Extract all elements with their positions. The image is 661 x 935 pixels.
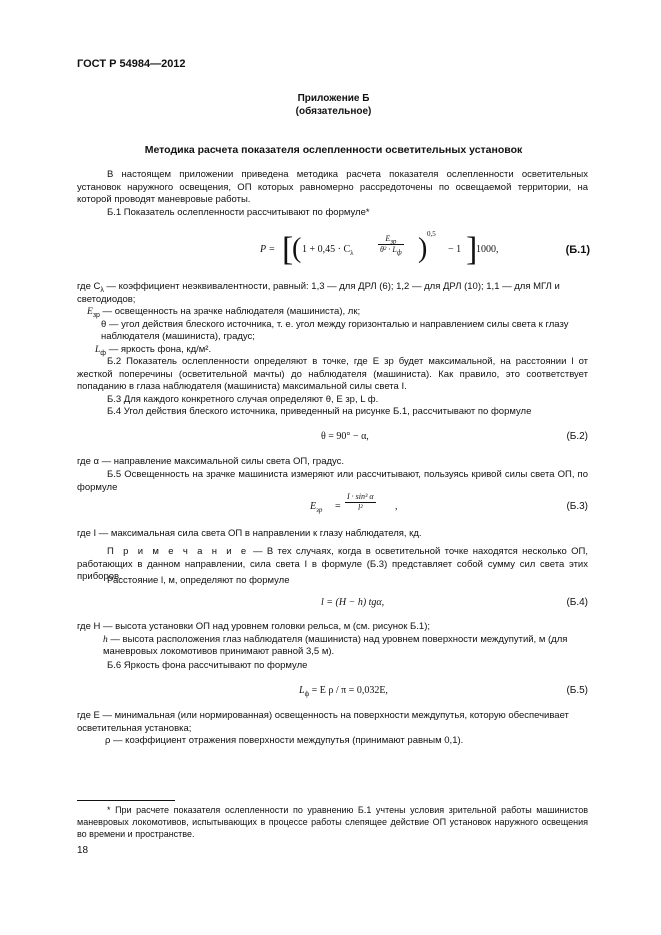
- where5-item: ρ — коэффициент отражения поверхности междупутья (принимают равным 0,1).: [105, 735, 464, 746]
- formula-b4-expr: l = (H − h) tgα,: [321, 597, 385, 608]
- where4-item: h — высота расположения глаз наблюдателя (машиниста) над уровнем поверхности междупутий, м (для маневровых локомотивов принимают равной 3,5 м).: [103, 633, 568, 657]
- formula-b5-lhs: L: [299, 685, 305, 696]
- where1-item: $E_{зр}$ — освещенность на зрачке наблюдателя (машиниста), лк;: [87, 306, 361, 319]
- formula-b1-paren-open: (: [292, 233, 302, 264]
- formula-b1-number: (Б.1): [565, 244, 590, 256]
- note-text: — В тех случаях, когда в осветительной точке находятся несколько ОП, работающих в данном направлении, сила света I в формуле (Б.3) представляет собой сумму сил света этих приборов.: [77, 546, 588, 582]
- formula-b1-paren-close: ): [418, 233, 428, 264]
- b4-paragraph: Б.4 Угол действия блеского источника, приведенный на рисунке Б.1, рассчитывают по формуле: [107, 406, 532, 417]
- section-title: Методика расчета показателя ослепленности осветительных установок: [144, 144, 523, 156]
- footnote: * При расчете показателя ослепленности по уравнению Б.1 учтены условия зрительной работы машинистов маневровых локомотивов, испытывающих в процессе работы слепящее действие ОП установок наружного освещения во времени и пространстве.: [77, 805, 588, 839]
- formula-b3-lhs: E: [310, 501, 317, 512]
- formula-b1-num-sub: зр: [390, 237, 397, 246]
- formula-b3-number: (Б.3): [566, 501, 588, 512]
- appendix-status: (обязательное): [295, 106, 372, 117]
- formula-b5-number: (Б.5): [566, 685, 588, 696]
- formula-b1-factor: 1000,: [476, 244, 499, 255]
- formula-b2-expr: θ = 90° − α,: [321, 431, 369, 442]
- formula-b1-num: E: [385, 234, 391, 243]
- formula-b3-fraction: [345, 492, 376, 513]
- footnote-separator: [77, 800, 175, 801]
- where2-line: где α — направление максимальной силы света ОП, градус.: [77, 456, 345, 467]
- formula-b4-number: (Б.4): [566, 597, 588, 608]
- b6-paragraph: Б.6 Яркость фона рассчитывают по формуле: [107, 660, 308, 671]
- b3-paragraph: Б.3 Для каждого конкретного случая определяют θ, E зр, L ф.: [107, 394, 379, 405]
- formula-b1: [260, 230, 590, 274]
- b2-paragraph: Б.2 Показатель ослепленности определяют в точке, где E зр будет максимальной, на расстоянии l от жесткой поперечины (осветительной мачты) до наблюдателя (машиниста). Как правило, это соответствует попаданию в глаза наблюдателя (машиниста) максимальной силы света I.: [77, 356, 588, 392]
- b5-paragraph: Б.5 Освещенность на зрачке машиниста измеряют или рассчитывают, пользуясь кривой силы света ОП, по формуле: [77, 469, 588, 493]
- standard-header: ГОСТ Р 54984—2012: [77, 58, 186, 70]
- formula-b3-den: l²: [357, 503, 363, 512]
- formula-b1-bracket-close: ]: [466, 231, 478, 268]
- where3-line: где I — максимальная сила света ОП в направлении к глазу наблюдателя, кд.: [77, 528, 422, 539]
- formula-b3-comma: ,: [395, 501, 398, 512]
- page-number: 18: [77, 845, 89, 856]
- formula-b1-bracket-open: [: [282, 231, 294, 268]
- formula-b5-rest: = E ρ / π = 0,032E,: [309, 685, 388, 696]
- formula-b5-sub: ф: [304, 690, 310, 698]
- distance-paragraph: Расстояние l, м, определяют по формуле: [107, 575, 290, 586]
- where-list-5: [77, 710, 588, 748]
- formula-b1-den-sub: ф: [396, 248, 402, 257]
- intro-paragraph: В настоящем приложении приведена методика расчета показателя ослепленности осветительных установок наружного освещения, ОП которых равномерно рассредоточены по освещаемой территории, на которой проводят маневровые работы.: [77, 169, 588, 205]
- formula-b1-tail: − 1: [448, 244, 462, 255]
- formula-b1-fraction: [378, 234, 404, 255]
- formula-b1-term: 1 + 0,45 · C: [302, 244, 351, 255]
- b1-paragraph: Б.1 Показатель ослепленности рассчитывают по формуле*: [107, 207, 370, 218]
- where-list-4: [77, 621, 588, 659]
- formula-b1-lambda: λ: [350, 249, 354, 257]
- formula-b3-num: I · sin³ α: [347, 492, 374, 501]
- where5-item: где E — минимальная (или нормированная) освещенность на поверхности междупутья, которую обеспечивает осветительная установка;: [77, 710, 569, 734]
- formula-b1-exponent: 0,5: [427, 230, 436, 238]
- formula-b2-number: (Б.2): [566, 431, 588, 442]
- where-list-1: [77, 281, 588, 356]
- formula-b3: [77, 492, 588, 520]
- formula-b3-eq: =: [335, 501, 341, 512]
- formula-b1-den: θ² · L: [380, 245, 397, 254]
- where1-item: где $C_\lambda$ — коэффициент неэквивалентности, равный: 1,3 — для ДРЛ (6); 1,2 — для ДРЛ (10); 1,1 — для МГЛ и светодиодов;: [77, 281, 560, 305]
- where1-item: $L_ф$ — яркость фона, кд/м².: [95, 343, 212, 357]
- where1-item: θ — угол действия блеского источника, т. е. угол между горизонталью и направлением силы света к глазу наблюдателя (машиниста), градус;: [101, 318, 569, 342]
- formula-b1-lhs: P =: [260, 244, 276, 255]
- where4-item: где H — высота установки ОП над уровнем головки рельса, м (см. рисунок Б.1);: [77, 621, 430, 632]
- note-label: П р и м е ч а н и е: [107, 546, 249, 557]
- formula-b3-lhs-sub: зр: [316, 506, 323, 514]
- appendix-title: Приложение Б: [297, 93, 370, 104]
